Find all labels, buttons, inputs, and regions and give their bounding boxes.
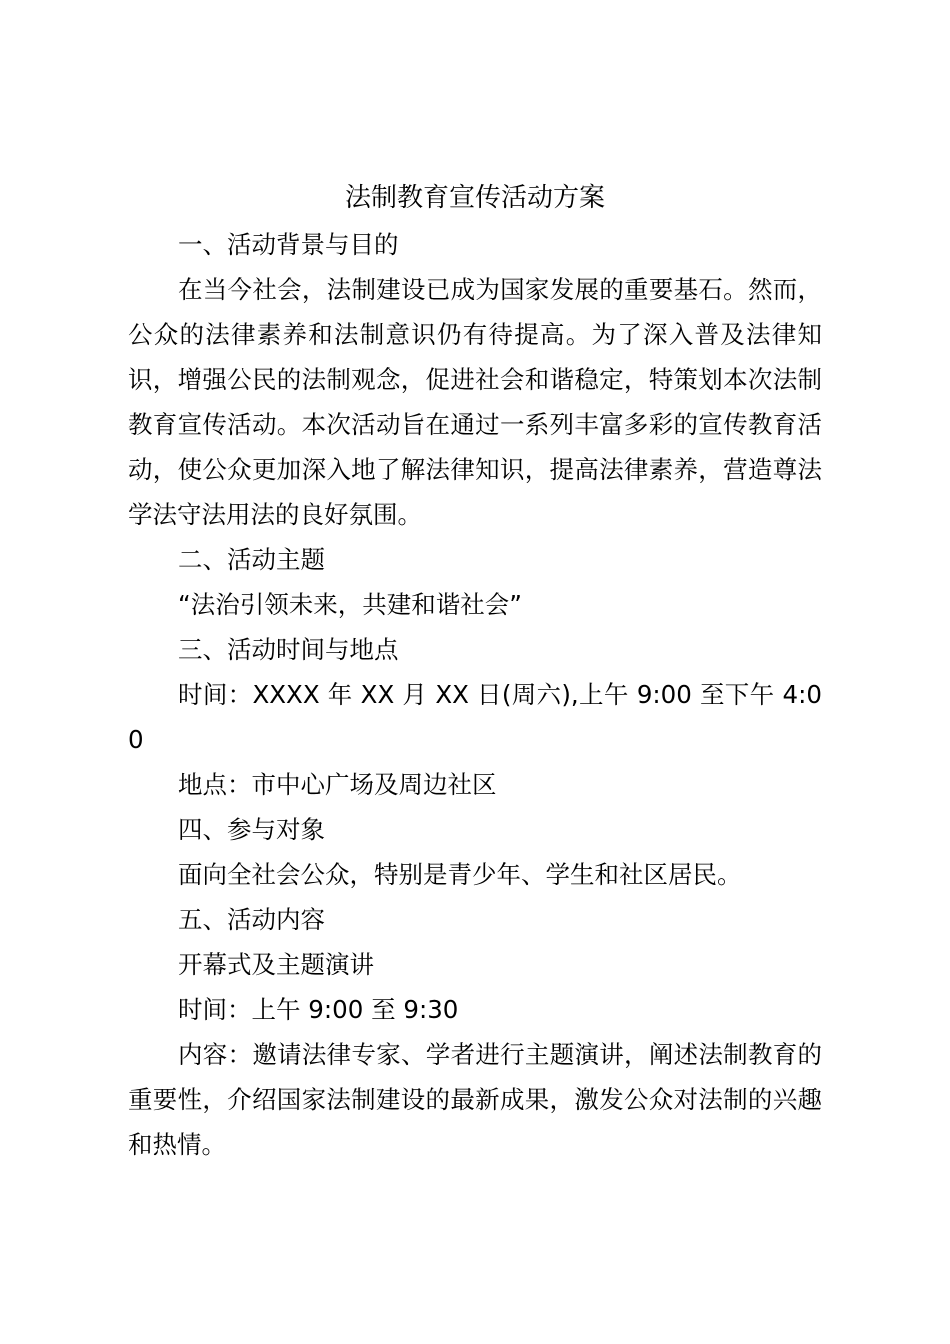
paragraph-opening-content: 内容：邀请法律专家、学者进行主题演讲，阐述法制教育的重要性，介绍国家法制建设的最新成果，激发公众对法制的兴趣和热情。: [128, 1040, 822, 1159]
heading-background: 一、活动背景与目的: [178, 230, 399, 259]
paragraph-time: 时间：XXXX 年 XX 月 XX 日(周六),上午 9:00 至下午 4:00: [128, 680, 822, 754]
paragraph-place: 地点：市中心广场及周边社区: [178, 770, 497, 799]
paragraph-participants: 面向全社会公众，特别是青少年、学生和社区居民。: [178, 860, 742, 889]
paragraph-theme: “法治引领未来，共建和谐社会”: [178, 590, 522, 619]
paragraph-background: 在当今社会，法制建设已成为国家发展的重要基石。然而，公众的法律素养和法制意识仍有待提高。为了深入普及法律知识，增强公民的法制观念，促进社会和谐稳定，特策划本次法制教育宣传活动。本次活动旨在通过一系列丰富多彩的宣传教育活动，使公众更加深入地了解法律知识，提高法律素养，营造尊法学法守法用法的良好氛围。: [128, 275, 822, 529]
heading-theme: 二、活动主题: [178, 545, 325, 574]
paragraph-opening-time: 时间：上午 9:00 至 9:30: [178, 995, 459, 1024]
document-page: [128, 176, 822, 1167]
heading-time-place: 三、活动时间与地点: [178, 635, 399, 664]
heading-content: 五、活动内容: [178, 905, 325, 934]
heading-participants: 四、参与对象: [178, 815, 325, 844]
document-title: 法制教育宣传活动方案: [344, 183, 605, 213]
paragraph-opening: 开幕式及主题演讲: [178, 950, 374, 979]
